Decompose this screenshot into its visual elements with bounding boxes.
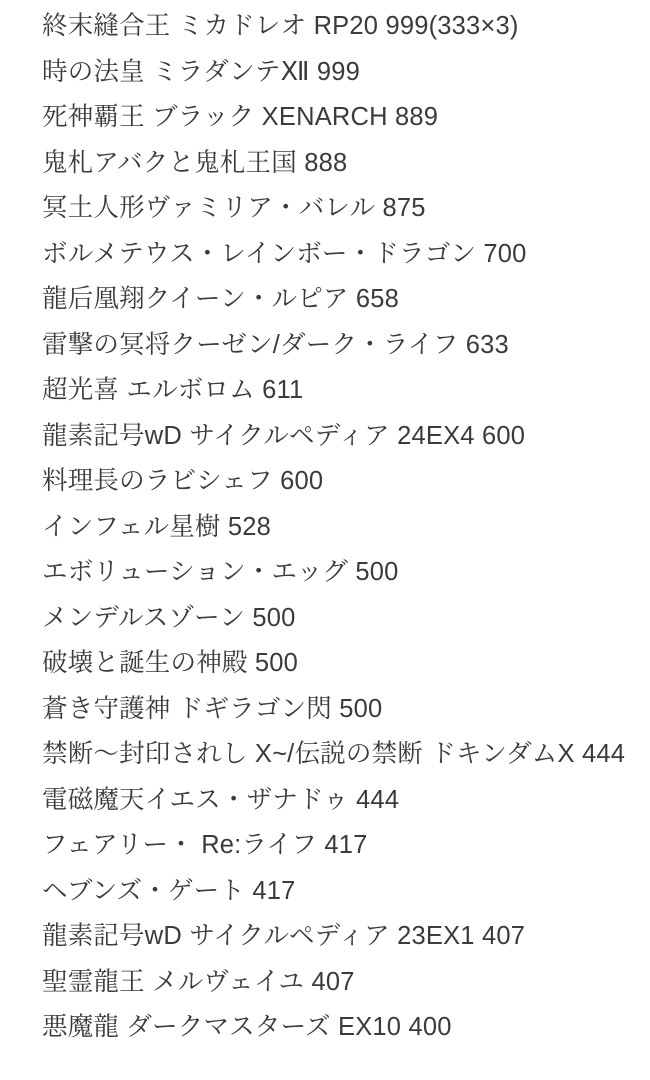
text-line: 時の法皇 ミラダンテⅫ 999 bbox=[42, 57, 361, 86]
text-line: 蒼き守護神 ドギラゴン閃 500 bbox=[42, 694, 383, 723]
text-line: 終末縫合王 ミカドレオ RP20 999(333×3) bbox=[42, 12, 519, 40]
text-line: 龍素記号wD サイクルペディア 23EX1 407 bbox=[42, 922, 526, 950]
text-line: フェアリー・ Re:ライフ 417 bbox=[42, 831, 368, 859]
text-line: 料理長のラビシェフ 600 bbox=[42, 467, 324, 495]
text-line: 悪魔龍 ダークマスターズ EX10 400 bbox=[42, 1013, 452, 1041]
text-line: 雷撃の冥将クーゼン/ダーク・ライフ 633 bbox=[42, 330, 509, 359]
text-line: 電磁魔天イエス・ザナドゥ 444 bbox=[42, 785, 400, 814]
text-line: 鬼札アバクと鬼札王国 888 bbox=[42, 148, 348, 177]
text-line: エボリューション・エッグ 500 bbox=[42, 558, 399, 586]
text-line: 龍素記号wD サイクルペディア 24EX4 600 bbox=[42, 421, 526, 450]
text-line: ヘブンズ・ゲート 417 bbox=[42, 876, 296, 905]
text-line: 超光喜 エルボロム 611 bbox=[42, 376, 304, 404]
text-line: インフェル星樹 528 bbox=[42, 512, 272, 541]
text-line: 死神覇王 ブラック XENARCH 889 bbox=[42, 103, 439, 131]
text-line: メンデルスゾーン 500 bbox=[42, 603, 296, 632]
text-line: ボルメテウス・レインボー・ドラゴン 700 bbox=[42, 239, 527, 268]
text-line: 破壊と誕生の神殿 500 bbox=[42, 649, 299, 677]
text-line: 禁断～封印されし X~/伝説の禁断 ドキンダムX 444 bbox=[42, 740, 626, 768]
text-line: 冥土人形ヴァミリア・バレル 875 bbox=[42, 194, 426, 222]
text-line: 聖霊龍王 メルヴェイユ 407 bbox=[42, 967, 355, 996]
text-line: 龍后凰翔クイーン・ルピア 658 bbox=[42, 285, 400, 313]
